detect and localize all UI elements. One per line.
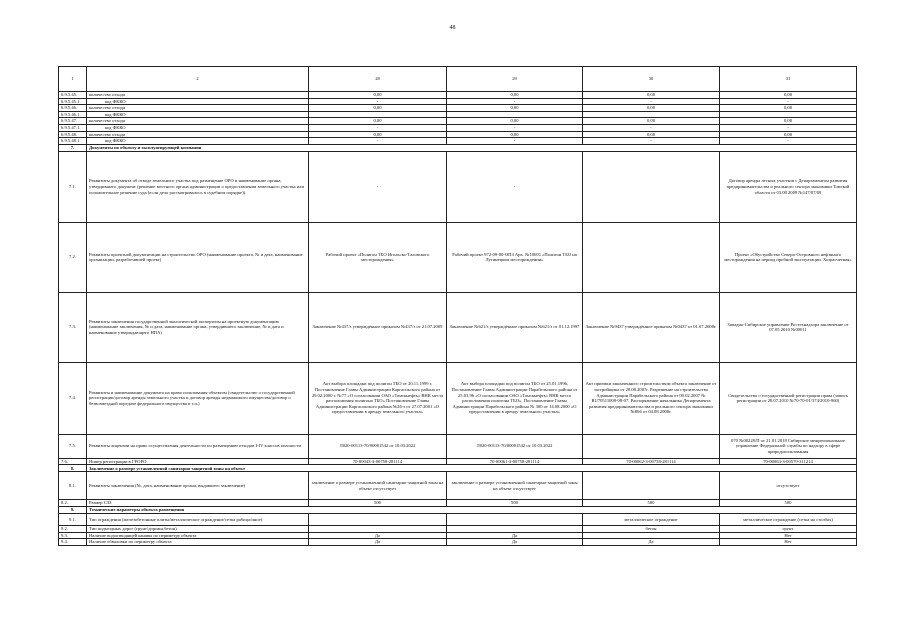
row-number-cell: 6.9.5.45.: [59, 92, 87, 99]
value-cell: [309, 513, 447, 525]
value-cell: -: [720, 98, 857, 105]
row-number-cell: 9.4.: [59, 539, 87, 546]
table-row: [59, 362, 857, 434]
header-cell: 1: [59, 67, 87, 92]
section-title: Документы по объекту и эксплуатирующей компании: [87, 144, 857, 151]
value-cell: -: [720, 124, 857, 131]
value-cell: 0,00: [447, 105, 583, 112]
table-row: [59, 151, 857, 222]
value-cell: [447, 111, 583, 118]
value-cell: Заключение №9437 утверждённое приказом №0437 от 01.07.2008г.: [583, 292, 720, 362]
table-row: [59, 532, 857, 539]
parameter-cell: количество отхода: [87, 105, 309, 112]
value-cell: 0,00: [309, 105, 447, 112]
parameter-cell: Реквизиты заключения (№, дата, наименование органа, выдавшего заключение): [87, 472, 309, 500]
value-cell: 0,00: [309, 131, 447, 138]
value-cell: -: [309, 98, 447, 105]
parameter-cell: Тип ограждения (железобетонные плиты/металлическое ограждение/сетка рабица/иное): [87, 513, 309, 525]
value-cell: Заключение №621/з утверждённое приказом №621/з от 01.12.1997: [447, 292, 583, 362]
value-cell: Акт выбора площадки под полигон ТБО от 20.11.1999 г. Постановление Главы Администрации Каргасокского района от 29.02.2000 г. №77 «О согласовании ОАО «Томскнефть» ВНК места расположения полигона ТБО» Постановление Главы Администрации Каргасокского района №26-з от 27.07.2001 «О предоставлении в аренду земельного участка»: [309, 362, 447, 434]
value-cell: Л020-00113-70/00001542 от 10.03.2022: [447, 434, 583, 458]
register-table: [58, 66, 857, 546]
section-row: [59, 506, 857, 513]
table-row: [59, 458, 857, 465]
row-number-cell: 9.1.: [59, 513, 87, 525]
value-cell: 500: [720, 500, 857, 507]
value-cell: металлическое ограждение (сетка на столбах): [720, 513, 857, 525]
table-row: [59, 124, 857, 131]
header-cell: 31: [720, 67, 857, 92]
value-cell: 0,00: [447, 131, 583, 138]
value-cell: [447, 525, 583, 532]
table-row: [59, 472, 857, 500]
parameter-cell: код ФККО: [87, 98, 309, 105]
table-row: [59, 222, 857, 292]
section-row: [59, 144, 857, 151]
row-number-cell: 6.9.5.45.1.: [59, 98, 87, 105]
row-number-cell: 6.9.5.46.1.: [59, 111, 87, 118]
value-cell: [583, 532, 720, 539]
parameter-cell: Наличие водоотводящей канавы по периметру объекта: [87, 532, 309, 539]
value-cell: -: [309, 124, 447, 131]
table-row: [59, 525, 857, 532]
table-row: [59, 513, 857, 525]
value-cell: заключение о размере установленной санитарно-защитной зоны на объект отсутствует: [309, 472, 447, 500]
value-cell: металлическое ограждение: [583, 513, 720, 525]
value-cell: [720, 111, 857, 118]
row-number-cell: 6.9.5.46.: [59, 105, 87, 112]
value-cell: Акт приемки законченного строительством объекта заключение от застройщика от 20.08.2007г. Разрешение на строительство Администрации Парабельского района от 09.02.2007 № RU70511000-08-07. Распоряжение начальника Департамента развития предпринимательства и реального сектора экономики №866 от 04.08.2008г.: [583, 362, 720, 434]
value-cell: грунт: [720, 525, 857, 532]
value-cell: Нет: [720, 532, 857, 539]
value-cell: 0,00: [309, 92, 447, 99]
table-row: [59, 105, 857, 112]
value-cell: Да: [447, 532, 583, 539]
table-row: [59, 539, 857, 546]
value-cell: Рабочий проект 972-09-00-ОПЗ Арх. №10691 «Полигон ТБО на Лугинецком месторождении»: [447, 222, 583, 292]
value-cell: 500: [583, 500, 720, 507]
table-row: [59, 434, 857, 458]
value-cell: заключение о размере установленной санитарно-защитной зоны на объект отсутствует: [447, 472, 583, 500]
value-cell: Свидетельство о государственной регистрации права (запись регистрации от 28.07.2010 №70-70-01/374/2010-960): [720, 362, 857, 434]
value-cell: Да: [309, 532, 447, 539]
section-number: 8.: [59, 465, 87, 472]
parameter-cell: Наличие обваловки по периметру объекта: [87, 539, 309, 546]
value-cell: Рабочий проект «Полигон ТБО Игольско-Таловского месторождения»: [309, 222, 447, 292]
row-number-cell: 6.9.5.47.: [59, 118, 87, 125]
value-cell: 0,00: [720, 105, 857, 112]
value-cell: 070 №00228/П от 21.01.2018 Сибирское межрегиональное управление Федеральной службы по надзору в сфере природопользования: [720, 434, 857, 458]
row-number-cell: 8.1.: [59, 472, 87, 500]
parameter-cell: количество отхода: [87, 92, 309, 99]
parameter-cell: Реквизиты проектной документации на строительство ОРО (наименование проекта, № и дата, наименование организации, разработавшей проект): [87, 222, 309, 292]
parameter-cell: Реквизиты и наименование документа на право пользования объектом (свидетельство о государственной регистрации/договор аренды земельного участка и договор аренды недвижимого имущества/договор о безвозмездной передаче федерального имущества и т.п.): [87, 362, 309, 434]
value-cell: -: [447, 124, 583, 131]
value-cell: 500: [309, 500, 447, 507]
header-cell: 30: [583, 67, 720, 92]
row-number-cell: 7.2.: [59, 222, 87, 292]
header-cell: 28: [309, 67, 447, 92]
section-number: 7.: [59, 144, 87, 151]
value-cell: 0,00: [447, 118, 583, 125]
row-number-cell: 9.2.: [59, 525, 87, 532]
value-cell: [583, 222, 720, 292]
table-row: [59, 292, 857, 362]
table-row: [59, 92, 857, 99]
row-number-cell: 7.5.: [59, 434, 87, 458]
value-cell: -: [583, 124, 720, 131]
value-cell: 0,00: [447, 92, 583, 99]
parameter-cell: количество отхода: [87, 118, 309, 125]
value-cell: -: [583, 98, 720, 105]
row-number-cell: 9.3.: [59, 532, 87, 539]
parameter-cell: Номер регистрации в ГРОРО: [87, 458, 309, 465]
value-cell: [447, 513, 583, 525]
table-row: [59, 118, 857, 125]
parameter-cell: Реквизиты заключения государственной экологической экспертизы на проектную документацию (наименование заключения, № и дата, наименование органа, утвердившего заключение, № и дата и наименование утверждающего НПА): [87, 292, 309, 362]
value-cell: [583, 111, 720, 118]
parameter-cell: количество отхода: [87, 131, 309, 138]
value-cell: -: [309, 151, 447, 222]
value-cell: 0,00: [583, 92, 720, 99]
page-number: 48: [449, 25, 456, 31]
section-title: Заключение о размере установленной санитарно-защитной зоны на объект: [87, 465, 857, 472]
row-number-cell: 8.2.: [59, 500, 87, 507]
value-cell: -: [447, 138, 583, 145]
value-cell: [583, 434, 720, 458]
value-cell: Да: [447, 539, 583, 546]
value-cell: Западно-Сибирское управление Ростехнадзора заключение от 07.05.2010 №00011: [720, 292, 857, 362]
value-cell: [309, 525, 447, 532]
section-number: 9.: [59, 506, 87, 513]
value-cell: 0,00: [583, 131, 720, 138]
value-cell: 0,00: [720, 92, 857, 99]
parameter-cell: Реквизиты документа об отводе земельного участка под размещение ОРО и наименование органа, утвердившего документ (решение местного органа администрации о предоставлении земельного участка или положительное решение суда (если дело рассматривалось в судебном порядке)): [87, 151, 309, 222]
value-cell: 70-00063-З-00579-311214: [720, 458, 857, 465]
row-number-cell: 7.3.: [59, 292, 87, 362]
value-cell: Проект «Обустройство Северо-Островного нефтяного месторождения на период пробной эксплуатации. Хозрасчетная»: [720, 222, 857, 292]
value-cell: Заключение №437/з утверждённое приказом №437/з от 21.07.2009: [309, 292, 447, 362]
value-cell: -: [309, 138, 447, 145]
header-cell: 29: [447, 67, 583, 92]
value-cell: -: [720, 138, 857, 145]
value-cell: -: [447, 151, 583, 222]
row-number-cell: 6.9.5.47.1.: [59, 124, 87, 131]
parameter-cell: Реквизиты лицензии на право осуществления деятельности по размещению отходов I-IV классов опасности: [87, 434, 309, 458]
table-row: [59, 500, 857, 507]
value-cell: 0,00: [720, 118, 857, 125]
header-cell: 2: [87, 67, 309, 92]
row-number-cell: 7.1.: [59, 151, 87, 222]
row-number-cell: 7.4.: [59, 362, 87, 434]
table-row: [59, 131, 857, 138]
value-cell: 70-00062-З-00758-281114: [583, 458, 720, 465]
value-cell: [309, 111, 447, 118]
value-cell: 500: [447, 500, 583, 507]
table-row: [59, 138, 857, 145]
value-cell: [583, 472, 720, 500]
value-cell: Акт выбора площадки под полигон ТБО от 25.01.1996, Постановление Главы Администрации Парабельского района от 25.03.96 «О согласовании ОАО «Томскнефть» ВНК места расположения полигона ТБО», Постановление Главы Администрации Парабельского района № 300 от 14.08.2000 «О предоставлении в аренду земельного участка»: [447, 362, 583, 434]
value-cell: Л020-00113-70/00001542 от 10.03.2022: [309, 434, 447, 458]
parameter-cell: Тип подъездных дорог (грунт/дорожн.бетон): [87, 525, 309, 532]
value-cell: 70-00043-З-00758-281114: [309, 458, 447, 465]
row-number-cell: 6.9.5.48.: [59, 131, 87, 138]
value-cell: Нет: [720, 539, 857, 546]
value-cell: 0,00: [309, 118, 447, 125]
value-cell: 0,00: [583, 118, 720, 125]
value-cell: -: [583, 138, 720, 145]
value-cell: Да: [583, 539, 720, 546]
row-number-cell: 7.6.: [59, 458, 87, 465]
row-number-cell: 6.9.5.48.1.: [59, 138, 87, 145]
value-cell: -: [447, 98, 583, 105]
value-cell: 0,00: [583, 105, 720, 112]
section-row: [59, 465, 857, 472]
value-cell: Договор аренды лесных участков с Департаментом развития предпринимательства и реального сектора экономики Томской области от 03.08.2009 №147/07/09: [720, 151, 857, 222]
value-cell: Да: [309, 539, 447, 546]
table-row: [59, 111, 857, 118]
value-cell: бетон: [583, 525, 720, 532]
table-header-row: [59, 67, 857, 92]
parameter-cell: код ФККО: [87, 124, 309, 131]
value-cell: отсутствует: [720, 472, 857, 500]
table-row: [59, 98, 857, 105]
value-cell: 0,00: [720, 131, 857, 138]
value-cell: 70-00061-З-00758-281114: [447, 458, 583, 465]
parameter-cell: Размер СЗЗ: [87, 500, 309, 507]
value-cell: [583, 151, 720, 222]
section-title: Технические параметры объекта размещения: [87, 506, 857, 513]
parameter-cell: код ФККО: [87, 138, 309, 145]
parameter-cell: код ФККО: [87, 111, 309, 118]
